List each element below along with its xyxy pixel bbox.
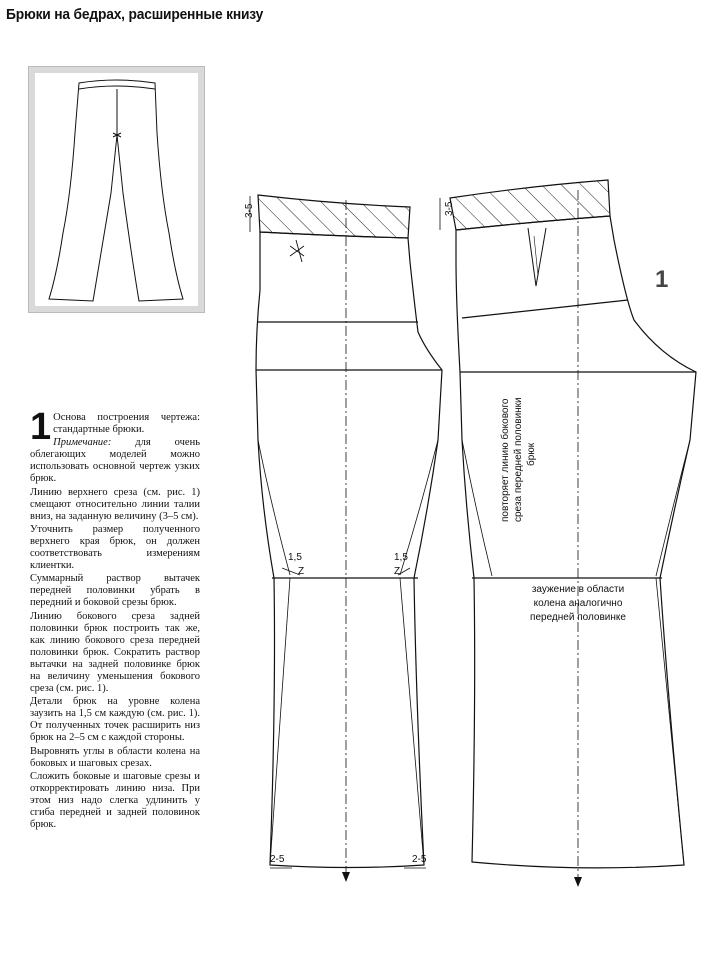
page-title: Брюки на бедрах, расширенные книзу: [6, 6, 264, 23]
front-top-offset-label: 3-5: [244, 203, 255, 218]
figure-number: 1: [655, 266, 669, 293]
back-knee-note-1: заужение в области: [531, 584, 625, 595]
back-side-note-line1: повторяет линию бокового: [500, 398, 511, 522]
back-side-note-line3: брюк: [526, 442, 537, 466]
knee-left-label: 1,5: [288, 552, 302, 563]
back-outline: [456, 216, 696, 868]
knee-z-left-label: Z: [298, 566, 305, 577]
step-number: 1: [30, 406, 52, 448]
knee-right-label: 1,5: [394, 552, 408, 563]
note-text: для очень облегающих моделей можно использовать основной чертеж узких брюк.: [30, 437, 200, 485]
back-trouser-piece: [450, 180, 696, 887]
knee-z-right-label: Z: [394, 566, 401, 577]
front-dart-mark: [290, 240, 304, 262]
instructions-intro: Основа построения чертежа: стандартные брюки.: [53, 412, 200, 436]
back-top-offset-label: 3-5: [444, 201, 455, 216]
instruction-paragraph-1: Линию верхнего среза (см. рис. 1) смещают относительно линии талии вниз, на заданную величину (3–5 см).: [30, 486, 200, 522]
front-trouser-piece: [256, 195, 442, 882]
note-label: Примечание:: [53, 437, 112, 449]
front-outline: [256, 232, 442, 868]
instruction-paragraph-2: Уточнить размер полученного верхнего края брюк, он должен соответствовать измерениям клиентки.: [30, 523, 200, 572]
back-knee-note-3: передней половинке: [530, 612, 626, 623]
back-dart: [528, 228, 546, 286]
hem-left-label: 2-5: [270, 854, 285, 865]
instruction-paragraph-4: Линию бокового среза задней половинки брюк построить так же, как линию бокового среза передней половинки брюк. Сократить раствор вытачки на задней половинке брюк на величину уменьшения бокового среза (см. рис. 1).: [30, 610, 200, 695]
instruction-paragraph-7: Сложить боковые и шаговые срезы и откорректировать линию низа. При этом низ надо слегка удлинить у сгиба передней и задней половинок брюк.: [30, 770, 200, 831]
back-side-note-line2: среза передней половинки: [513, 397, 524, 522]
instruction-paragraph-6: Выровнять углы в области колена на боковых и шаговых срезах.: [30, 745, 200, 769]
instruction-paragraph-3: Суммарный раствор вытачек передней половинки убрать в передний и боковой срезы брюк.: [30, 573, 200, 609]
back-knee-note-2: колена аналогично: [533, 598, 623, 609]
instruction-paragraph-5: Детали брюк на уровне колена заузить на 1,5 см каждую (см. рис. 1). От полученных точек расширить низ брюк на 2–5 см с каждой стороны.: [30, 696, 200, 744]
hem-right-label: 2-5: [412, 854, 427, 865]
front-waistband-hatched: [258, 195, 410, 238]
